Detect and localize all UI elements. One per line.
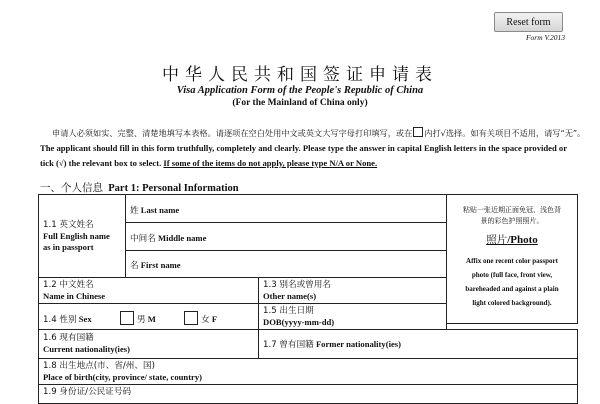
checkbox-sample-icon [413,127,423,137]
section-personal-info: 一、个人信息 Part 1: Personal Information [40,182,239,194]
title-chinese: 中华人民共和国签证申请表 [162,65,438,85]
female-checkbox[interactable] [184,311,198,325]
form-version: Form V.2013 [525,33,565,42]
middle-name-field[interactable]: 中间名 Middle name [125,222,447,251]
other-names-field[interactable]: 1.3 别名或曾用名 Other name(s) [258,277,447,304]
title-english: Visa Application Form of the People's Republic of China [176,85,424,96]
first-name-field[interactable]: 名 First name [125,250,447,278]
sex-row: 1.4 性别 Sex 男 M 女 F [38,303,259,330]
id-number-field[interactable]: 1.9 身份证/公民证号码 [38,384,578,404]
instructions-english: The applicant should fill in this form truthfully, completely and clearly. Please type the answer in capital English letters in the space provided or tick (√) the relevant box to select. If some of the items do not apply, please type N/A or None. [40,143,567,168]
title-subtitle: (For the Mainland of China only) [232,98,368,108]
last-name-field[interactable]: 姓 Last name [125,194,447,223]
male-checkbox[interactable] [120,311,134,325]
chinese-name-field[interactable]: 1.2 中文姓名 Name in Chinese [38,277,259,304]
instructions-chinese: 申请人必须如实、完整、清楚地填写本表格。请逐项在空白处用中文或英文大写字母打印填写，或在 内打√选择。如有关项目不适用，请写“无”。 [52,128,586,138]
reset-form-button[interactable]: Reset form [494,12,563,32]
label-full-english-name: 1.1 英文姓名 Full English name as in passport [38,194,126,278]
current-nationality-field[interactable]: 1.6 现有国籍 Current nationality(ies) [38,329,259,359]
instructions [40,126,586,171]
former-nationality-field[interactable]: 1.7 曾有国籍 Former nationality(ies) [258,329,578,359]
photo-box: 粘贴一张近期正面免冠、浅色背 景的彩色护照照片。 照片/Photo Affix one recent color passport photo (full face, front view, bareheaded and against a plain light colored background). [446,194,578,324]
place-of-birth-field[interactable]: 1.8 出生地点(市、省/州、国) Place of birth(city, province/ state, country) [38,358,578,385]
dob-field[interactable]: 1.5 出生日期 DOB(yyyy-mm-dd) [258,303,447,330]
personal-info-table [38,194,578,400]
